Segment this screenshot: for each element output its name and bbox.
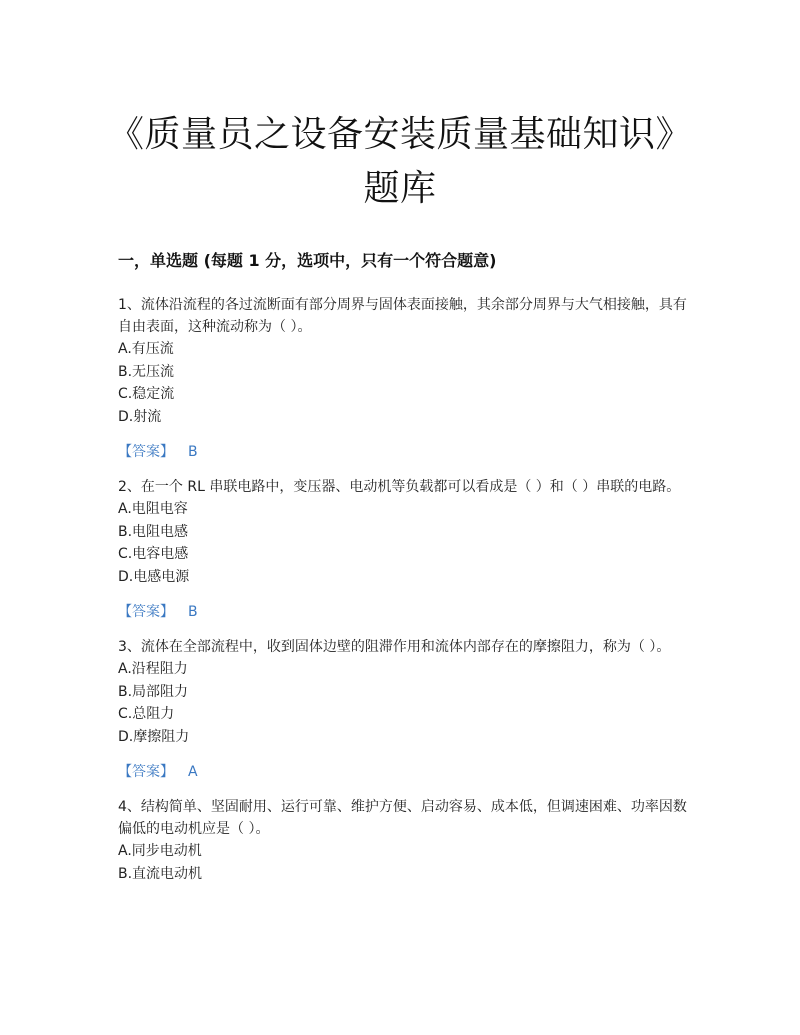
answer-value: B (188, 604, 198, 620)
document-title-line1: 《质量员之设备安装质量基础知识》 (107, 114, 692, 155)
question-stem: 2、在一个 RL 串联电路中，变压器、电动机等负载都可以看成是（ ）和（ ）串联的电路。 (118, 479, 681, 495)
option-b: B.局部阻力 (118, 683, 189, 700)
option-a: A.电阻电容 (118, 501, 188, 517)
answer-value: B (188, 444, 198, 460)
question-2 (118, 476, 688, 623)
question-list (118, 294, 688, 885)
question-4 (118, 796, 688, 885)
option-b: B.直流电动机 (118, 865, 203, 882)
document-title (0, 108, 800, 216)
document-title-line2: 题库 (363, 168, 437, 209)
option-d: D.电感电源 (118, 568, 190, 585)
section-heading: 一，单选题 (每题 1 分，选项中，只有一个符合题意) (118, 251, 497, 270)
answer-line (118, 761, 688, 783)
option-a: A.同步电动机 (118, 843, 202, 859)
answer-label: 【答案】 (118, 604, 174, 620)
question-stem: 3、流体在全部流程中，收到固体边壁的阻滞作用和流体内部存在的摩擦阻力，称为（ ）。 (118, 639, 671, 655)
option-b: B.无压流 (118, 363, 175, 380)
option-a: A.有压流 (118, 341, 174, 357)
answer-value: A (188, 764, 198, 780)
question-stem: 1、流体沿流程的各过流断面有部分周界与固体表面接触，其余部分周界与大气相接触，具有自由表面，这种流动称为（ ）。 (118, 297, 687, 335)
option-c: C.总阻力 (118, 706, 175, 722)
answer-line (118, 441, 688, 463)
answer-label: 【答案】 (118, 764, 174, 780)
option-d: D.摩擦阻力 (118, 728, 190, 745)
option-c: C.电容电感 (118, 546, 189, 562)
option-a: A.沿程阻力 (118, 661, 188, 677)
option-d: D.射流 (118, 408, 162, 425)
answer-line (118, 601, 688, 623)
question-1 (118, 294, 688, 463)
question-stem: 4、结构简单、坚固耐用、运行可靠、维护方便、启动容易、成本低，但调速困难、功率因数偏低的电动机应是（ ）。 (118, 799, 687, 837)
answer-label: 【答案】 (118, 444, 174, 460)
option-c: C.稳定流 (118, 386, 175, 402)
question-3 (118, 636, 688, 783)
option-b: B.电阻电感 (118, 523, 189, 540)
